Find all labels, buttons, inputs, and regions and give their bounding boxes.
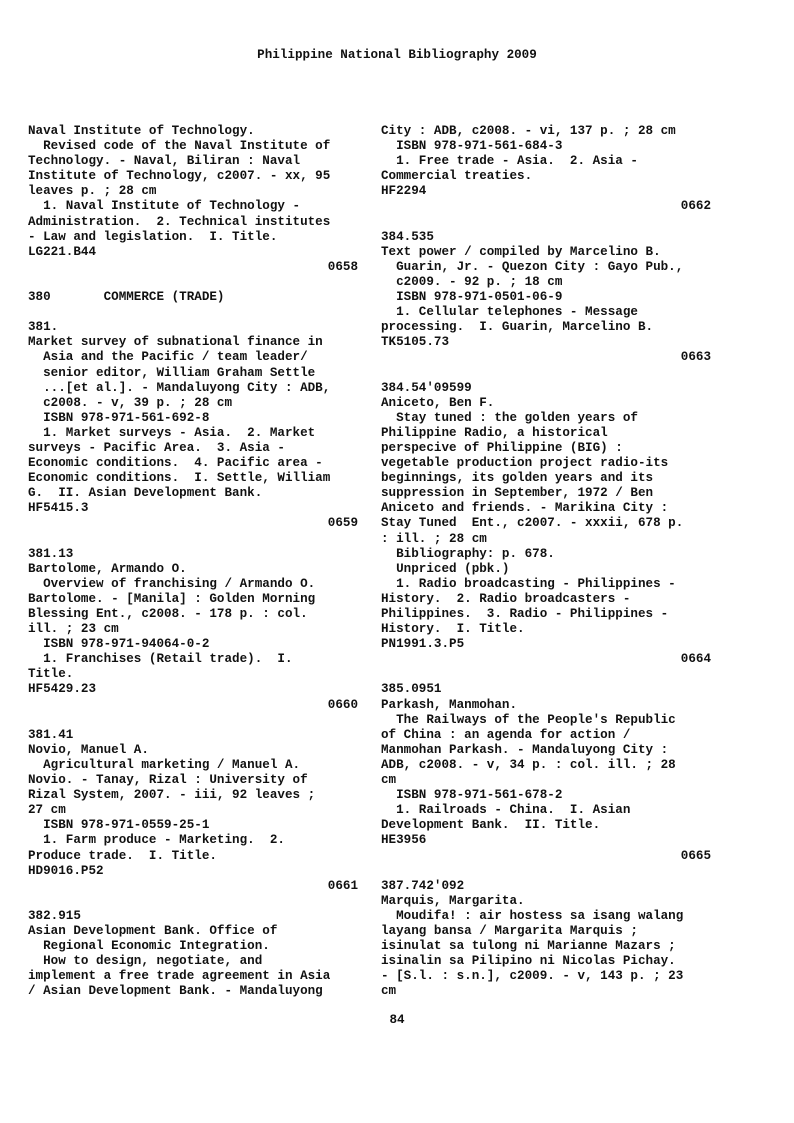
right-column-line: : ill. ; 28 cm bbox=[381, 531, 487, 546]
right-column-line: PN1991.3.P5 bbox=[381, 637, 465, 652]
left-column-line: 27 cm bbox=[28, 803, 66, 818]
right-column-line: 385.0951 bbox=[381, 682, 442, 697]
right-column-line: History. I. Title. bbox=[381, 622, 525, 637]
right-column-line: Unpriced (pbk.) bbox=[381, 561, 510, 576]
right-column-line: 384.535 bbox=[381, 229, 434, 244]
right-column-line: cm bbox=[381, 773, 397, 788]
left-column-line: 381. bbox=[28, 320, 59, 335]
left-column-line: ISBN 978-971-561-692-8 bbox=[28, 410, 210, 425]
left-column-line: 1. Franchises (Retail trade). I. bbox=[28, 652, 293, 667]
left-column-line: Overview of franchising / Armando O. bbox=[28, 576, 316, 591]
left-column-line: 381.41 bbox=[28, 727, 74, 742]
right-column-line: Guarin, Jr. - Quezon City : Gayo Pub., bbox=[381, 259, 684, 274]
left-column bbox=[28, 124, 358, 999]
left-column-line: Naval Institute of Technology. bbox=[28, 124, 255, 138]
right-column-line: beginnings, its golden years and its bbox=[381, 471, 654, 486]
record-number: 0664 bbox=[680, 652, 711, 667]
right-column-line: Text power / compiled by Marcelino B. bbox=[381, 244, 661, 259]
blank-line bbox=[28, 713, 358, 728]
record-number: 0659 bbox=[327, 516, 358, 531]
left-column-line: Novio. - Tanay, Rizal : University of bbox=[28, 773, 308, 788]
right-column-line: layang bansa / Margarita Marquis ; bbox=[381, 923, 638, 938]
right-column-line: Development Bank. II. Title. bbox=[381, 818, 601, 833]
right-column-line: ISBN 978-971-561-684-3 bbox=[381, 139, 563, 154]
record-number: 0658 bbox=[327, 259, 358, 274]
right-column-line: Parkash, Manmohan. bbox=[381, 697, 518, 712]
left-column-line: ISBN 978-971-0559-25-1 bbox=[28, 818, 210, 833]
right-column-line: processing. I. Guarin, Marcelino B. bbox=[381, 320, 654, 335]
record-number: 0660 bbox=[327, 697, 358, 712]
right-column-line: Stay tuned : the golden years of bbox=[381, 410, 638, 425]
right-column-line: City : ADB, c2008. - vi, 137 p. ; 28 cm bbox=[381, 124, 676, 138]
right-column bbox=[381, 124, 711, 999]
left-column-line: Economic conditions. 4. Pacific area - bbox=[28, 456, 323, 471]
record-number: 0662 bbox=[680, 199, 711, 214]
right-column-line: isinulat sa tulong ni Marianne Mazars ; bbox=[381, 939, 676, 954]
left-column-line: 1. Farm produce - Marketing. 2. bbox=[28, 833, 285, 848]
left-column-line: Blessing Ent., c2008. - 178 p. : col. bbox=[28, 607, 308, 621]
right-column-line: c2009. - 92 p. ; 18 cm bbox=[381, 274, 563, 289]
blank-line bbox=[28, 305, 358, 320]
left-column-line: 380 COMMERCE (TRADE) bbox=[28, 290, 225, 305]
blank-line bbox=[381, 667, 711, 682]
right-column-line: 1. Railroads - China. I. Asian bbox=[381, 803, 631, 818]
right-column-line: History. 2. Radio broadcasters - bbox=[381, 591, 631, 606]
left-column-line: Bartolome, Armando O. bbox=[28, 561, 187, 576]
left-column-line: ...[et al.]. - Mandaluyong City : ADB, bbox=[28, 380, 331, 395]
right-column-line: Aniceto and friends. - Marikina City : bbox=[381, 501, 669, 516]
left-column-line: HF5429.23 bbox=[28, 682, 97, 697]
right-column-line: Moudifa! : air hostess sa isang walang bbox=[381, 908, 684, 923]
left-column-line: implement a free trade agreement in Asia bbox=[28, 969, 331, 984]
right-column-line: cm bbox=[381, 984, 397, 999]
left-column-line: Administration. 2. Technical institutes bbox=[28, 214, 331, 229]
left-column-line: Asia and the Pacific / team leader/ bbox=[28, 350, 308, 365]
blank-line bbox=[381, 215, 711, 230]
right-column-line: Commercial treaties. bbox=[381, 169, 533, 184]
left-column-line: Title. bbox=[28, 667, 74, 682]
right-column-line: Aniceto, Ben F. bbox=[381, 395, 495, 410]
blank-line bbox=[381, 864, 711, 879]
right-column-line: - [S.l. : s.n.], c2009. - v, 143 p. ; 23 bbox=[381, 969, 684, 984]
left-column-line: - Law and legislation. I. Title. bbox=[28, 229, 278, 244]
record-number: 0661 bbox=[327, 878, 358, 893]
left-column-line: How to design, negotiate, and bbox=[28, 954, 263, 969]
blank-line bbox=[28, 275, 358, 290]
left-column-line: c2008. - v, 39 p. ; 28 cm bbox=[28, 395, 233, 410]
left-column-line: senior editor, William Graham Settle bbox=[28, 365, 316, 380]
left-column-line: Rizal System, 2007. - iii, 92 leaves ; bbox=[28, 788, 316, 803]
right-column-line: Stay Tuned Ent., c2007. - xxxii, 678 p. bbox=[381, 516, 684, 531]
right-column-line: ADB, c2008. - v, 34 p. : col. ill. ; 28 bbox=[381, 757, 676, 772]
right-column-line: of China : an agenda for action / bbox=[381, 727, 631, 742]
right-column-line: suppression in September, 1972 / Ben bbox=[381, 486, 654, 501]
left-column-line: leaves p. ; 28 cm bbox=[28, 184, 157, 199]
right-column-line: TK5105.73 bbox=[381, 335, 450, 350]
right-column-line: Bibliography: p. 678. bbox=[381, 546, 555, 561]
left-column-line: Agricultural marketing / Manuel A. bbox=[28, 757, 301, 772]
right-column-line: Marquis, Margarita. bbox=[381, 893, 525, 908]
left-column-line: 1. Market surveys - Asia. 2. Market bbox=[28, 425, 316, 440]
left-column-line: HD9016.P52 bbox=[28, 863, 104, 878]
left-column-line: Institute of Technology, c2007. - xx, 95 bbox=[28, 169, 331, 184]
right-column-line: 384.54'09599 bbox=[381, 380, 472, 395]
right-column-line: isinalin sa Pilipino ni Nicolas Pichay. bbox=[381, 954, 676, 969]
right-column-line: HF2294 bbox=[381, 184, 427, 199]
right-column-line: ISBN 978-971-0501-06-9 bbox=[381, 290, 563, 305]
left-column-line: Regional Economic Integration. bbox=[28, 939, 270, 954]
right-column-line: Manmohan Parkash. - Mandaluyong City : bbox=[381, 742, 669, 757]
left-column-line: G. II. Asian Development Bank. bbox=[28, 486, 263, 501]
left-column-line: ISBN 978-971-94064-0-2 bbox=[28, 637, 210, 652]
blank-line bbox=[28, 532, 358, 547]
right-column-line: Philippines. 3. Radio - Philippines - bbox=[381, 607, 669, 621]
right-column-line: perspecive of Philippine (BIG) : bbox=[381, 440, 623, 455]
blank-line bbox=[28, 894, 358, 909]
record-number: 0663 bbox=[680, 350, 711, 365]
blank-line bbox=[381, 366, 711, 381]
left-column-line: / Asian Development Bank. - Mandaluyong bbox=[28, 984, 323, 999]
left-column-line: Technology. - Naval, Biliran : Naval bbox=[28, 154, 301, 169]
right-column-line: 1. Cellular telephones - Message bbox=[381, 305, 638, 320]
left-column-line: 381.13 bbox=[28, 546, 74, 561]
left-column-line: Bartolome. - [Manila] : Golden Morning bbox=[28, 591, 316, 606]
left-column-line: Market survey of subnational finance in bbox=[28, 335, 323, 350]
right-column-line: Philippine Radio, a historical bbox=[381, 425, 608, 440]
record-number: 0665 bbox=[680, 848, 711, 863]
right-column-line: 387.742'092 bbox=[381, 878, 465, 893]
page-number: 84 bbox=[389, 1013, 405, 1027]
page-header: Philippine National Bibliography 2009 bbox=[257, 48, 537, 62]
right-column-line: 1. Radio broadcasting - Philippines - bbox=[381, 576, 676, 591]
left-column-line: Economic conditions. I. Settle, William bbox=[28, 471, 331, 486]
right-column-line: HE3956 bbox=[381, 833, 427, 848]
left-column-line: LG221.B44 bbox=[28, 244, 97, 259]
left-column-line: Revised code of the Naval Institute of bbox=[28, 139, 331, 154]
left-column-line: 1. Naval Institute of Technology - bbox=[28, 199, 301, 214]
right-column-line: The Railways of the People's Republic bbox=[381, 712, 676, 727]
right-column-line: 1. Free trade - Asia. 2. Asia - bbox=[381, 154, 638, 169]
left-column-line: Produce trade. I. Title. bbox=[28, 848, 217, 863]
right-column-line: ISBN 978-971-561-678-2 bbox=[381, 788, 563, 803]
left-column-line: ill. ; 23 cm bbox=[28, 622, 119, 637]
left-column-line: Asian Development Bank. Office of bbox=[28, 923, 278, 938]
left-column-line: Novio, Manuel A. bbox=[28, 742, 149, 757]
left-column-line: surveys - Pacific Area. 3. Asia - bbox=[28, 440, 285, 455]
right-column-line: vegetable production project radio-its bbox=[381, 456, 669, 471]
left-column-line: HF5415.3 bbox=[28, 501, 89, 516]
left-column-line: 382.915 bbox=[28, 908, 81, 923]
